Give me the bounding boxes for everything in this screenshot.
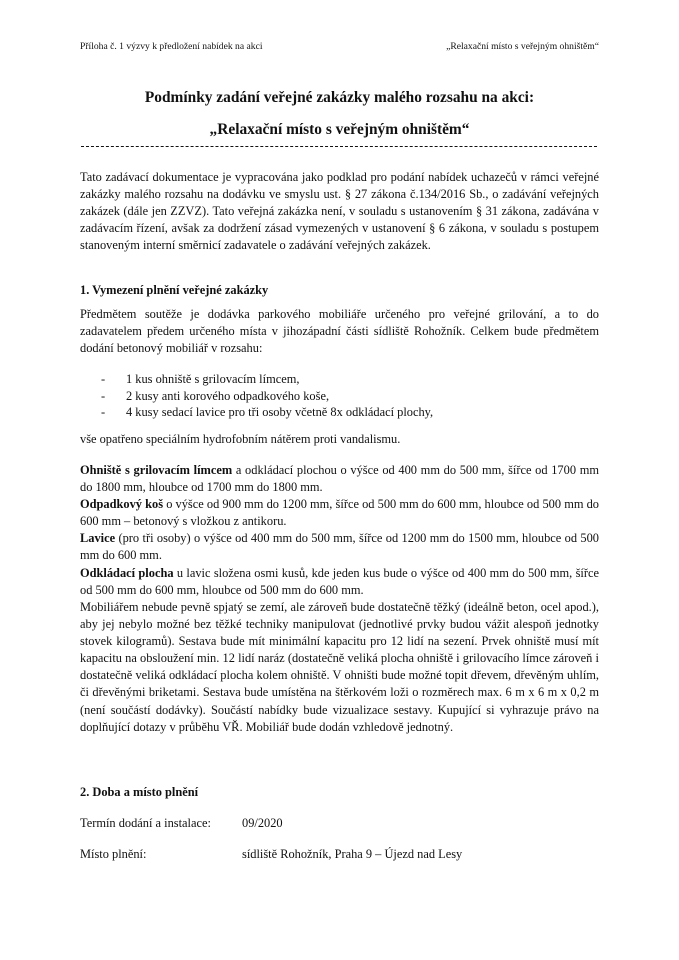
intro-paragraph: Tato zadávací dokumentace je vypracována jako podklad pro podání nabídek uchazečů v rámci veřejné zakázky malého rozsahu na dodávku ve smyslu ust. § 27 zákona č.134/2016 Sb., o zadávání veřejných zakázek (dále jen ZZVZ). Tato veřejná zakázka není, v souladu s ustanovením § 31 zákona, zadávána v zadávacím řízení, avšak za dodržení zásad vymezených v ustanovení § 6 zákona, v souladu s postupem stanoveným interní směrnicí zadavatele o zadávání veřejných zakázek. [80, 170, 599, 253]
row-label: Termín dodání a instalace: [80, 816, 211, 830]
list-item [80, 388, 599, 405]
row-label: Místo plnění: [80, 847, 147, 861]
page-header [80, 41, 599, 52]
spec-firepit [80, 462, 599, 496]
header-right: „Relaxační místo s veřejným ohništěm“ [446, 41, 599, 52]
list-bullet: - [101, 388, 106, 403]
after-list-text: vše opatřeno speciálním hydrofobním nátěrem proti vandalismu. [80, 432, 401, 446]
place-row [80, 846, 462, 863]
spec-term: Lavice [80, 531, 116, 546]
spec-text: (pro tři osoby) o výšce od 400 mm do 500 mm, šířce od 1200 mm do 1500 mm, hloubce od 500 mm do 600 mm. [80, 531, 599, 563]
list-item-text: 2 kusy anti korového odpadkového koše, [126, 388, 330, 403]
spec-text: u lavic složena osmi kusů, kde jeden kus bude o výšce od 400 mm do 500 mm, šířce od 500 mm do 600 mm, hloubce od 500 mm do 600 mm. [80, 565, 599, 597]
list-item-text: 1 kus ohniště s grilovacím límcem, [126, 372, 300, 386]
list-bullet: - [101, 405, 106, 419]
spec-term: Ohniště s grilovacím límcem [80, 463, 233, 477]
document-subtitle: „Relaxační místo s veřejným ohništěm“ [209, 121, 470, 138]
list-item-text: 4 kusy sedací lavice pro tři osoby včetně 8x odkládací plochy, [126, 405, 434, 419]
list-item [80, 371, 599, 388]
spec-text: a odkládací plochou o výšce od 400 mm do 500 mm, šířce od 1700 mm do 1800 mm, hloubce od 1700 mm do 1800 mm. [80, 463, 599, 495]
section-1-heading: 1. Vymezení plnění veřejné zakázky [80, 283, 269, 297]
row-value: sídliště Rohožník, Praha 9 – Újezd nad Lesy [242, 847, 463, 861]
item-list [80, 371, 599, 421]
spec-term: Odpadkový koš [80, 497, 164, 512]
header-left: Příloha č. 1 výzvy k předložení nabídek na akci [80, 41, 263, 52]
row-value: 09/2020 [242, 816, 283, 830]
section-1-paragraph: Předmětem soutěže je dodávka parkového mobiliáře určeného pro veřejné grilování, a to do zadavatelem předem určeného místa v jihozápadní části sídliště Rohožník. Celkem bude předmětem dodání betonový mobiliář v rozsahu: [80, 307, 599, 356]
delivery-term-row [80, 815, 283, 832]
spec-term: Odkládací plocha [80, 565, 174, 580]
document-title: Podmínky zadání veřejné zakázky malého rozsahu na akci: [144, 89, 535, 106]
section-2-heading: 2. Doba a místo plnění [80, 785, 199, 799]
spec-shelf [80, 565, 599, 599]
specs-block [80, 462, 599, 599]
list-item [80, 404, 599, 421]
spec-bin [80, 496, 599, 530]
details-paragraph: Mobiliářem nebude pevně spjatý se zemí, ale zároveň bude dostatečně těžký (ideálně beton, ocel apod.), aby jej nebylo možné bez těžké techniky manipulovat (jednotlivé prvky budou vážit alespoň jednotky stovek kilogramů). Sestava bude mít minimální kapacitu pro 12 lidí na sezení. Prvek ohniště musí mít kapacitu na obsloužení min. 12 lidí naráz (dostatečně veliká plocha ohniště i grilovacího límce zároveň i dostatečně veliká odkládací plocha kolem ohniště. V ohništi bude možné topit dřevem, dřevěným uhlím, či dřevěnými briketami. Sestava bude umístěna na štěrkovém loži o rozměrech max. 6 m x 6 m x 0,2 m (není součástí dodávky). Součástí nabídky bude vizualizace sestavy. Kupující si vyhrazuje právo na doplňující dotazy v průběhu VŘ. Mobiliář bude dodán vzhledově jednotný. [80, 600, 599, 734]
dashed-divider [81, 146, 597, 147]
list-bullet: - [101, 372, 106, 386]
spec-text: o výšce od 900 mm do 1200 mm, šířce od 500 mm do 600 mm, hloubce od 500 mm do 600 mm – betonový s vložkou z antikoru. [80, 497, 599, 529]
spec-bench [80, 530, 599, 564]
